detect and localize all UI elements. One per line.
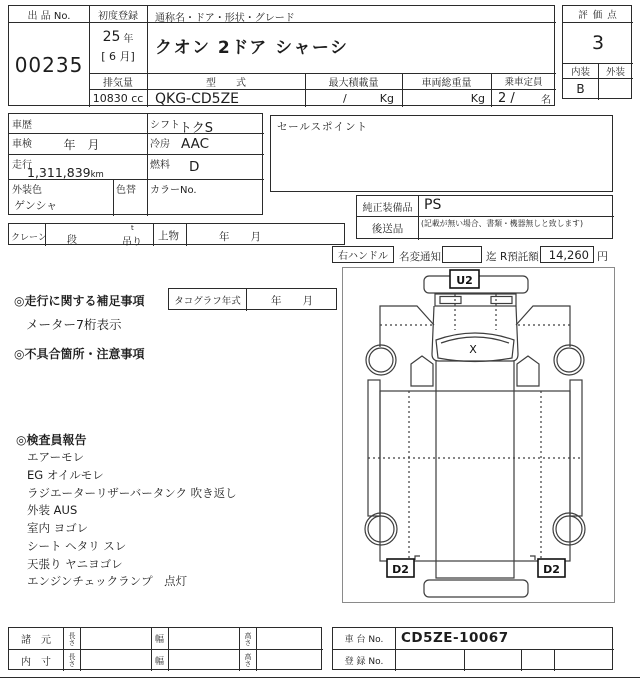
shift-value: トクS	[179, 121, 213, 136]
score-box	[562, 5, 632, 99]
defect-title: ◎不具合箇所・注意事項	[14, 347, 145, 361]
mileage-note-title: ◎走行に関する補足事項	[14, 294, 145, 308]
interior-grade: B	[576, 82, 585, 96]
windshield-mark: X	[469, 343, 477, 356]
inner-row-label: 内 寸	[21, 656, 51, 668]
mileage-label: 走行	[12, 160, 32, 171]
first-reg-year-unit: 年	[123, 33, 134, 45]
height-label: 高さ	[244, 631, 252, 646]
genuine-equipment-value: PS	[424, 197, 442, 213]
chassis-table	[332, 627, 613, 670]
ac-label: 冷房	[150, 139, 170, 150]
inspector-title: ◎検査員報告	[16, 433, 87, 447]
deposit-value: 14,260	[540, 246, 594, 263]
inspector-item: エアーモレ	[27, 450, 85, 464]
capacity-number: 2 /	[498, 90, 515, 106]
shift-label: シフト	[150, 120, 180, 131]
meter-note: メーター7桁表示	[26, 317, 122, 332]
genuine-equipment-label: 純正装備品	[362, 202, 413, 214]
first-registration-year	[89, 26, 147, 48]
center-frame	[436, 361, 514, 578]
crane-dan-label: 段	[67, 235, 77, 246]
right-step	[517, 356, 539, 386]
interior-label: 内装	[570, 66, 590, 78]
mileage-value	[27, 162, 104, 181]
lot-number-label: 出 品 No.	[27, 10, 71, 22]
rear-bumper	[424, 580, 528, 597]
exterior-color-value: ゲンシャ	[14, 199, 58, 212]
kousou-note: (記載が無い場合、書類・機器無しと致します)	[421, 219, 584, 228]
front-right-wheel	[554, 345, 584, 375]
height-label: 高さ	[244, 653, 252, 667]
length-label: 長さ	[68, 631, 76, 646]
tachograph-value: 年 月	[271, 294, 313, 307]
max-load-value	[305, 89, 402, 107]
made-label: 迄	[486, 251, 497, 263]
capacity-value	[491, 89, 556, 107]
max-load-slash: /	[343, 91, 347, 105]
divider	[256, 628, 257, 671]
inspection-value: 年 月	[63, 138, 100, 152]
inspector-item: 天張り ヤニヨゴレ	[27, 556, 123, 571]
divider	[418, 196, 419, 240]
deposit-label: R預託額	[500, 251, 539, 263]
divider	[168, 628, 169, 671]
vehicle-diagram	[342, 267, 615, 603]
rear-left-wheel	[365, 513, 397, 545]
top-spec-table	[8, 5, 555, 106]
vehicle-name: クオン 2ドア シャーシ	[155, 38, 349, 58]
crane-tsuri-label: 吊り	[122, 237, 142, 248]
uwamono-label: 上物	[158, 230, 179, 242]
inspector-item: 外装 AUS	[27, 503, 78, 518]
capacity-unit: 名	[541, 94, 551, 106]
divider	[147, 114, 148, 216]
fuel-value: D	[189, 159, 200, 175]
divider	[554, 649, 555, 671]
rear-right-wheel	[553, 513, 585, 545]
divider	[521, 649, 522, 671]
cab-front-panel	[435, 294, 516, 306]
inspector-report-list	[27, 449, 237, 591]
name-change-label: 名変通知	[399, 251, 441, 263]
width-label: 幅	[154, 656, 164, 667]
divider	[9, 154, 264, 155]
left-frame-rail	[368, 380, 380, 516]
divider	[113, 179, 114, 216]
divider	[153, 224, 154, 246]
left-step	[411, 356, 433, 386]
max-load-label: 最大積載量	[328, 77, 379, 89]
inspector-item: 室内 ヨゴレ	[27, 521, 89, 535]
inspection-label: 車検	[12, 139, 32, 150]
displacement-label: 排気量	[103, 77, 133, 89]
chassis-no-value: CD5ZE-10067	[401, 630, 509, 646]
vehicle-name-label: 通称名・ドア・形状・グレード	[155, 13, 295, 24]
reg-no-label: 登 録 No.	[344, 656, 384, 667]
mileage-number: 1,311,839	[27, 165, 91, 180]
front-left-wheel	[366, 345, 396, 375]
gross-weight-label: 車両総重量	[421, 77, 472, 89]
divider	[80, 628, 81, 671]
width-label: 幅	[154, 635, 164, 645]
truck-top-view	[343, 268, 614, 602]
bottom-rule	[0, 677, 640, 678]
divider	[186, 224, 187, 246]
divider	[9, 133, 264, 134]
chassis-no-label: 車 台 No.	[344, 635, 384, 645]
exterior-label: 外装	[605, 66, 625, 78]
name-change-box	[442, 246, 482, 263]
rear-right-damage-label: D2	[543, 563, 560, 576]
gross-weight-value: Kg	[470, 91, 485, 105]
crane-row	[8, 223, 345, 248]
mileage-unit: km	[90, 170, 104, 180]
divider	[395, 628, 396, 671]
inspector-item: EG オイルモレ	[27, 467, 104, 482]
lot-number: 00235	[14, 52, 84, 77]
inspector-item: エンジンチェックランプ 点灯	[27, 574, 188, 589]
model-code-label: 型 式	[206, 77, 246, 89]
dimensions-table	[8, 627, 322, 670]
spec-row-label: 諸 元	[21, 635, 51, 646]
inspector-item: シート ヘタリ スレ	[27, 538, 127, 553]
max-load-unit: Kg	[379, 91, 394, 105]
rear-left-damage-label: D2	[392, 563, 409, 576]
score-value: 3	[591, 31, 605, 54]
ac-value: AAC	[181, 136, 210, 152]
fuel-label: 燃料	[150, 160, 170, 171]
divider	[464, 649, 465, 671]
displacement-value: 10830 cc	[92, 91, 144, 105]
equipment-box	[356, 195, 613, 239]
exterior-grade	[598, 78, 633, 100]
right-frame-rail	[570, 380, 582, 516]
uwamono-value: 年 月	[219, 231, 261, 243]
yen-label: 円	[597, 250, 608, 263]
detail-table	[8, 113, 263, 215]
sales-point-label: セールスポイント	[277, 121, 369, 133]
front-damage-label: U2	[456, 274, 473, 287]
repaint-label: 色替	[116, 185, 136, 196]
capacity-label: 乗車定員	[504, 77, 543, 88]
model-code-value: QKG-CD5ZE	[155, 91, 239, 107]
first-registration-month: [ 6 月]	[101, 50, 135, 63]
score-label: 評 価 点	[578, 10, 618, 21]
crane-label: クレーン	[11, 233, 47, 243]
first-reg-year-value: 25	[102, 29, 121, 45]
kousou-label: 後送品	[371, 222, 404, 235]
sales-point-box	[270, 115, 613, 192]
length-label: 長さ	[68, 653, 76, 667]
first-registration-label: 初度登録	[98, 10, 138, 22]
inspector-item: ラジエーターリザーバータンク 吹き返し	[27, 485, 237, 500]
tachograph-box	[168, 288, 337, 310]
history-label: 車歴	[12, 120, 32, 131]
exterior-color-label: 外装色	[12, 185, 42, 196]
crane-t-label: t	[131, 224, 134, 232]
tachograph-label: タコグラフ年式	[174, 296, 241, 307]
color-no-label: カラーNo.	[150, 185, 197, 196]
right-handle-badge: 右ハンドル	[332, 246, 394, 263]
